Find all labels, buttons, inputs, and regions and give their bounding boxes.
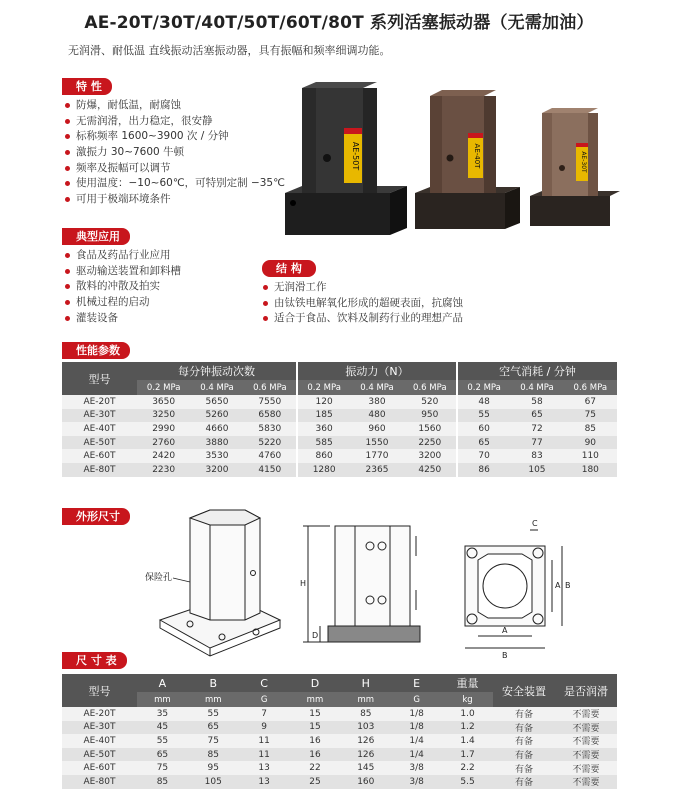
product-label-3: AE-30T [580,151,587,173]
perf-value-cell: 1770 [350,449,403,463]
performance-tag: 性能参数 [62,342,130,359]
perf-value-cell: 2420 [137,449,190,463]
dim-table-row [62,734,617,748]
dim-header-cell: A [137,674,188,692]
dim-value-cell: 25 [290,775,341,789]
perf-value-cell: 2365 [350,463,403,477]
perf-table-row [62,409,617,423]
perf-group-frequency: 每分钟振动次数 [137,362,297,380]
dim-header-cell: D [290,674,341,692]
perf-pressure-header: 0.6 MPa [244,380,297,395]
dim-value-cell: 13 [239,775,290,789]
perf-model-cell: AE-50T [62,436,137,450]
dim-unit-cell: mm [137,692,188,707]
perf-value-cell: 480 [350,409,403,423]
dim-label-h: H [300,579,307,588]
perf-value-cell: 5650 [190,395,243,409]
dim-value-cell: 15 [290,707,341,721]
perf-model-cell: AE-60T [62,449,137,463]
dim-value-cell: 不需要 [555,734,617,748]
application-item: 食品及药品行业应用 [64,248,181,264]
perf-value-cell: 3200 [190,463,243,477]
perf-value-cell: 120 [297,395,350,409]
dim-value-cell: 160 [340,775,391,789]
dim-value-cell: 85 [340,707,391,721]
dim-model-cell: AE-80T [62,775,137,789]
perf-model-header: 型号 [62,362,137,395]
dim-value-cell: 145 [340,761,391,775]
dim-label-b-horizontal: B [502,651,508,660]
dim-value-cell: 126 [340,734,391,748]
perf-value-cell: 2760 [137,436,190,450]
perf-value-cell: 4760 [244,449,297,463]
dim-value-cell: 45 [137,721,188,735]
perf-value-cell: 2230 [137,463,190,477]
dim-value-cell: 11 [239,734,290,748]
perf-table-row [62,395,617,409]
application-item: 散料的冲散及拍实 [64,279,181,295]
perf-pressure-header: 0.2 MPa [137,380,190,395]
perf-value-cell: 1280 [297,463,350,477]
dim-value-cell: 16 [290,748,341,762]
feature-item: 可用于极端环境条件 [64,192,285,208]
perf-pressure-header: 0.2 MPa [297,380,350,395]
dim-value-cell: 85 [137,775,188,789]
dim-header-cell: H [340,674,391,692]
perf-value-cell: 960 [350,422,403,436]
perf-value-cell: 4660 [190,422,243,436]
perf-value-cell: 110 [564,449,617,463]
perf-value-cell: 380 [350,395,403,409]
dim-value-cell: 55 [137,734,188,748]
dim-unit-cell: mm [188,692,239,707]
dim-value-cell: 不需要 [555,775,617,789]
feature-item: 标称频率 1600~3900 次 / 分钟 [64,129,285,145]
dim-header-cell: E [391,674,442,692]
product-unit-medium [415,90,520,229]
dim-model-cell: AE-40T [62,734,137,748]
perf-model-cell: AE-80T [62,463,137,477]
perf-value-cell: 55 [457,409,510,423]
perf-value-cell: 67 [564,395,617,409]
perf-value-cell: 48 [457,395,510,409]
dim-value-cell: 3/8 [391,761,442,775]
dim-value-cell: 15 [290,721,341,735]
dim-value-cell: 16 [290,734,341,748]
dim-header-cell: 重量 [442,674,493,692]
dim-label-b-vertical: B [565,581,571,590]
dim-label-a-horizontal: A [502,626,508,635]
safety-hole-label: 保险孔 [145,573,173,583]
dim-value-cell: 3/8 [391,775,442,789]
perf-pressure-header: 0.6 MPa [404,380,457,395]
dim-value-cell: 35 [137,707,188,721]
dim-value-cell: 126 [340,748,391,762]
dim-header-cell: C [239,674,290,692]
perf-value-cell: 2250 [404,436,457,450]
dim-value-cell: 5.5 [442,775,493,789]
perf-group-force: 振动力（N） [297,362,457,380]
perf-value-cell: 185 [297,409,350,423]
dim-table-row [62,761,617,775]
perf-value-cell: 6580 [244,409,297,423]
dim-label-c: C [532,519,538,528]
product-label-1: AE-50T [351,141,360,171]
feature-item: 频率及振幅可以调节 [64,161,285,177]
perf-table-row [62,422,617,436]
dim-value-cell: 不需要 [555,721,617,735]
dim-value-cell: 1.4 [442,734,493,748]
feature-item: 使用温度：−10~60℃，可特别定制 −35℃ [64,176,285,192]
perf-value-cell: 860 [297,449,350,463]
perf-pressure-header: 0.6 MPa [564,380,617,395]
dim-value-cell: 75 [188,734,239,748]
dim-value-cell: 有备 [493,707,555,721]
product-label-2: AE-40T [473,143,481,169]
perf-value-cell: 105 [510,463,563,477]
outline-drawings [145,508,590,660]
dim-header-cell: 安全装置 [493,674,555,707]
application-item: 机械过程的启动 [64,295,181,311]
perf-value-cell: 77 [510,436,563,450]
page-title: AE-20T/30T/40T/50T/60T/80T 系列活塞振动器（无需加油） [84,13,594,33]
perf-group-air: 空气消耗 / 分钟 [457,362,617,380]
applications-list [64,248,181,326]
perf-pressure-header: 0.4 MPa [190,380,243,395]
dim-value-cell: 有备 [493,761,555,775]
perf-value-cell: 72 [510,422,563,436]
performance-table [62,362,617,477]
dim-value-cell: 有备 [493,734,555,748]
dimensions-table [62,674,617,789]
perf-value-cell: 3200 [404,449,457,463]
perf-pressure-header: 0.4 MPa [350,380,403,395]
dim-value-cell: 不需要 [555,748,617,762]
structure-item: 无润滑工作 [262,280,463,296]
dim-value-cell: 2.2 [442,761,493,775]
isometric-view [160,510,280,656]
product-unit-large [285,82,407,235]
perf-value-cell: 65 [457,436,510,450]
perf-value-cell: 4250 [404,463,457,477]
perf-value-cell: 3650 [137,395,190,409]
dim-value-cell: 1.2 [442,721,493,735]
perf-value-cell: 520 [404,395,457,409]
dim-table-row [62,721,617,735]
feature-item: 防爆，耐低温，耐腐蚀 [64,98,285,114]
perf-table-row [62,463,617,477]
perf-pressure-header: 0.4 MPa [510,380,563,395]
perf-value-cell: 360 [297,422,350,436]
dim-value-cell: 85 [188,748,239,762]
dim-value-cell: 1/8 [391,721,442,735]
dim-value-cell: 1.7 [442,748,493,762]
page-subtitle: 无润滑、耐低温 直线振动活塞振动器，具有振幅和频率细调功能。 [68,44,391,57]
dim-header-cell: 是否润滑 [555,674,617,707]
outline-tag: 外形尺寸 [62,508,130,525]
dim-value-cell: 不需要 [555,707,617,721]
dim-value-cell: 9 [239,721,290,735]
dim-value-cell: 1/4 [391,748,442,762]
dim-value-cell: 不需要 [555,761,617,775]
dim-model-cell: AE-30T [62,721,137,735]
structure-item: 适合于食品、饮料及制药行业的理想产品 [262,311,463,327]
dimensions-tag: 尺 寸 表 [62,652,127,669]
perf-value-cell: 83 [510,449,563,463]
dim-value-cell: 65 [188,721,239,735]
perf-value-cell: 65 [510,409,563,423]
dim-value-cell: 有备 [493,748,555,762]
product-unit-small [530,108,620,226]
perf-value-cell: 70 [457,449,510,463]
perf-value-cell: 60 [457,422,510,436]
product-photos [280,78,620,253]
dim-value-cell: 有备 [493,721,555,735]
dim-value-cell: 13 [239,761,290,775]
perf-table-row [62,436,617,450]
perf-value-cell: 75 [564,409,617,423]
dim-table-row [62,707,617,721]
dim-value-cell: 95 [188,761,239,775]
perf-value-cell: 5260 [190,409,243,423]
structure-list [262,280,463,327]
dim-value-cell: 1/4 [391,734,442,748]
perf-value-cell: 585 [297,436,350,450]
perf-value-cell: 7550 [244,395,297,409]
perf-value-cell: 1550 [350,436,403,450]
dim-value-cell: 65 [137,748,188,762]
feature-item: 激振力 30~7600 牛顿 [64,145,285,161]
dim-model-cell: AE-50T [62,748,137,762]
top-view [465,530,562,648]
dim-value-cell: 75 [137,761,188,775]
application-item: 灌装设备 [64,311,181,327]
dim-unit-cell: mm [340,692,391,707]
perf-value-cell: 180 [564,463,617,477]
features-tag: 特 性 [62,78,112,95]
feature-item: 无需润滑，出力稳定，很安静 [64,114,285,130]
perf-value-cell: 85 [564,422,617,436]
dim-value-cell: 1/8 [391,707,442,721]
side-view [303,526,420,642]
dim-value-cell: 55 [188,707,239,721]
dim-value-cell: 11 [239,748,290,762]
perf-value-cell: 3880 [190,436,243,450]
dim-model-cell: AE-60T [62,761,137,775]
dim-unit-cell: G [391,692,442,707]
dim-value-cell: 有备 [493,775,555,789]
dim-value-cell: 1.0 [442,707,493,721]
applications-tag: 典型应用 [62,228,130,245]
dim-label-d: D [312,631,319,640]
dim-value-cell: 7 [239,707,290,721]
perf-value-cell: 90 [564,436,617,450]
perf-model-cell: AE-30T [62,409,137,423]
dim-header-cell: 型号 [62,674,137,707]
perf-table-row [62,449,617,463]
perf-value-cell: 86 [457,463,510,477]
perf-value-cell: 58 [510,395,563,409]
dim-table-row [62,748,617,762]
structure-item: 由钛铁电解氧化形成的超硬表面，抗腐蚀 [262,296,463,312]
dim-header-cell: B [188,674,239,692]
perf-value-cell: 5220 [244,436,297,450]
perf-model-cell: AE-40T [62,422,137,436]
structure-tag: 结 构 [262,260,316,277]
dim-label-a-vertical: A [555,581,561,590]
perf-value-cell: 1560 [404,422,457,436]
dim-value-cell: 105 [188,775,239,789]
perf-value-cell: 3250 [137,409,190,423]
perf-pressure-header: 0.2 MPa [457,380,510,395]
perf-value-cell: 3530 [190,449,243,463]
dim-unit-cell: G [239,692,290,707]
perf-value-cell: 2990 [137,422,190,436]
perf-value-cell: 5830 [244,422,297,436]
dim-value-cell: 103 [340,721,391,735]
application-item: 驱动输送装置和卸料槽 [64,264,181,280]
dim-model-cell: AE-20T [62,707,137,721]
perf-model-cell: AE-20T [62,395,137,409]
dim-value-cell: 22 [290,761,341,775]
dim-table-row [62,775,617,789]
features-list [64,98,285,208]
perf-value-cell: 950 [404,409,457,423]
perf-value-cell: 4150 [244,463,297,477]
dim-unit-cell: kg [442,692,493,707]
dim-unit-cell: mm [290,692,341,707]
